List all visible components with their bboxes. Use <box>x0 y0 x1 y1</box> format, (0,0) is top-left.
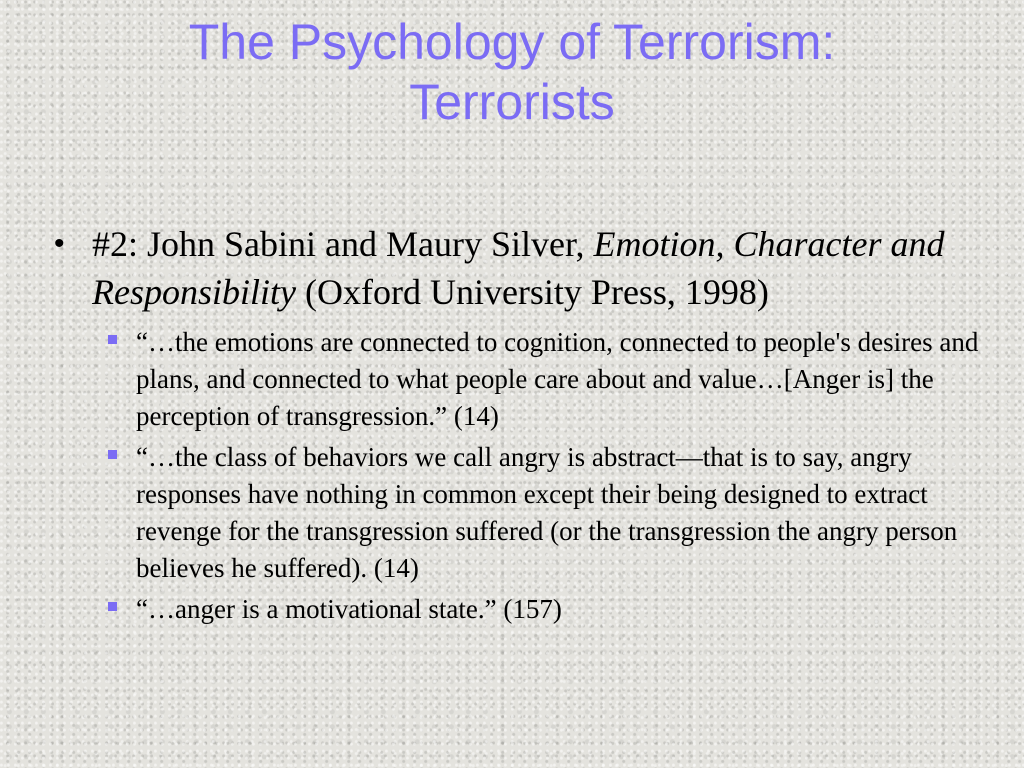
bullet-icon: • <box>54 227 65 260</box>
slide-title <box>40 12 984 132</box>
title-line-2: Terrorists <box>409 74 615 130</box>
quote-text: “…the emotions are connected to cognition, connected to people's desires and plans, and connected to what people care about and value…[Anger is] the perception of transgression.” (14) <box>136 327 979 431</box>
quote-item <box>104 324 984 435</box>
quote-item <box>104 439 984 587</box>
main-bullet <box>54 220 984 316</box>
book-title: Emotion, Character and Responsibility <box>92 224 945 312</box>
quote-list <box>54 324 984 628</box>
slide-content <box>54 220 984 632</box>
main-bullet-text <box>92 220 984 316</box>
quote-text: “…anger is a motivational state.” (157) <box>136 594 562 624</box>
square-bullet-icon <box>104 591 136 628</box>
citation-suffix: (Oxford University Press, 1998) <box>295 272 769 312</box>
square-bullet-icon <box>104 324 136 361</box>
quote-item <box>104 591 984 628</box>
title-line-1: The Psychology of Terrorism: <box>188 14 836 70</box>
citation-prefix: #2: John Sabini and Maury Silver, <box>92 224 594 264</box>
square-bullet-icon <box>104 439 136 476</box>
quote-text: “…the class of behaviors we call angry is abstract—that is to say, angry responses have nothing in common except their being designed to extract revenge for the transgression suffered (or the transgression the angry person believes he suffered). (14) <box>136 442 958 583</box>
